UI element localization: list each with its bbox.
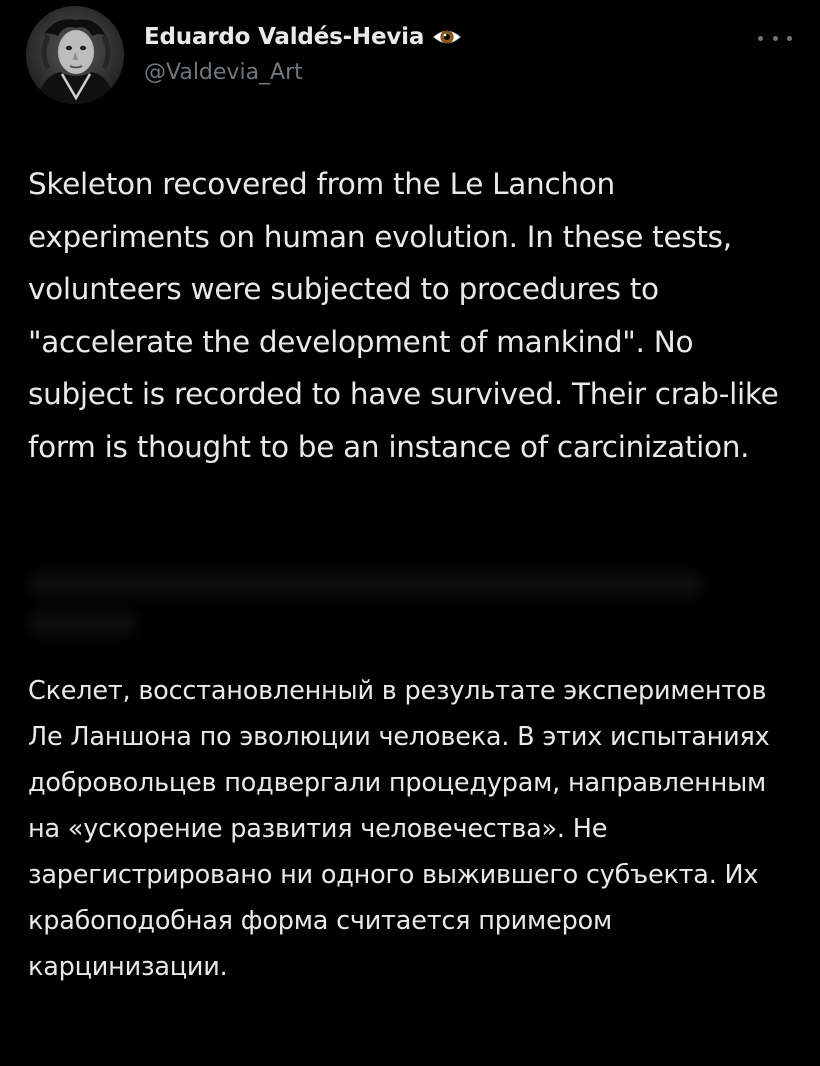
more-horizontal-icon <box>758 36 763 41</box>
more-horizontal-icon <box>787 36 792 41</box>
avatar[interactable] <box>26 6 124 104</box>
blurred-line <box>28 610 138 636</box>
author-handle[interactable]: @Valdevia_Art <box>144 60 303 85</box>
translated-text: Скелет, восстановленный в результате экспериментов Ле Ланшона по эволюции человека. В этих испытаниях добровольцев подвергали процедурам, направленным на «ускорение развития человечества». Не зарегистрировано ни одного выжившего субъекта. Их крабоподобная форма считается примером карцинизации. <box>28 676 770 982</box>
more-options-button[interactable] <box>758 28 792 48</box>
translation-divider <box>28 566 704 640</box>
eye-icon <box>432 26 462 48</box>
more-horizontal-icon <box>773 36 778 41</box>
tweet-text: Skeleton recovered from the Le Lanchon experiments on human evolution. In these tests, volunteers were subjected to procedures to "accelerate the development of mankind". No subject is recorded to have survived. Their crab-like form is thought to be an instance of carcinization. <box>28 167 779 464</box>
display-name[interactable]: Eduardo Valdés-Hevia <box>144 24 425 50</box>
avatar-image <box>26 6 124 104</box>
display-name-row <box>144 20 462 54</box>
blurred-line <box>28 572 704 598</box>
author-block <box>144 20 462 85</box>
tweet-header <box>26 6 796 106</box>
